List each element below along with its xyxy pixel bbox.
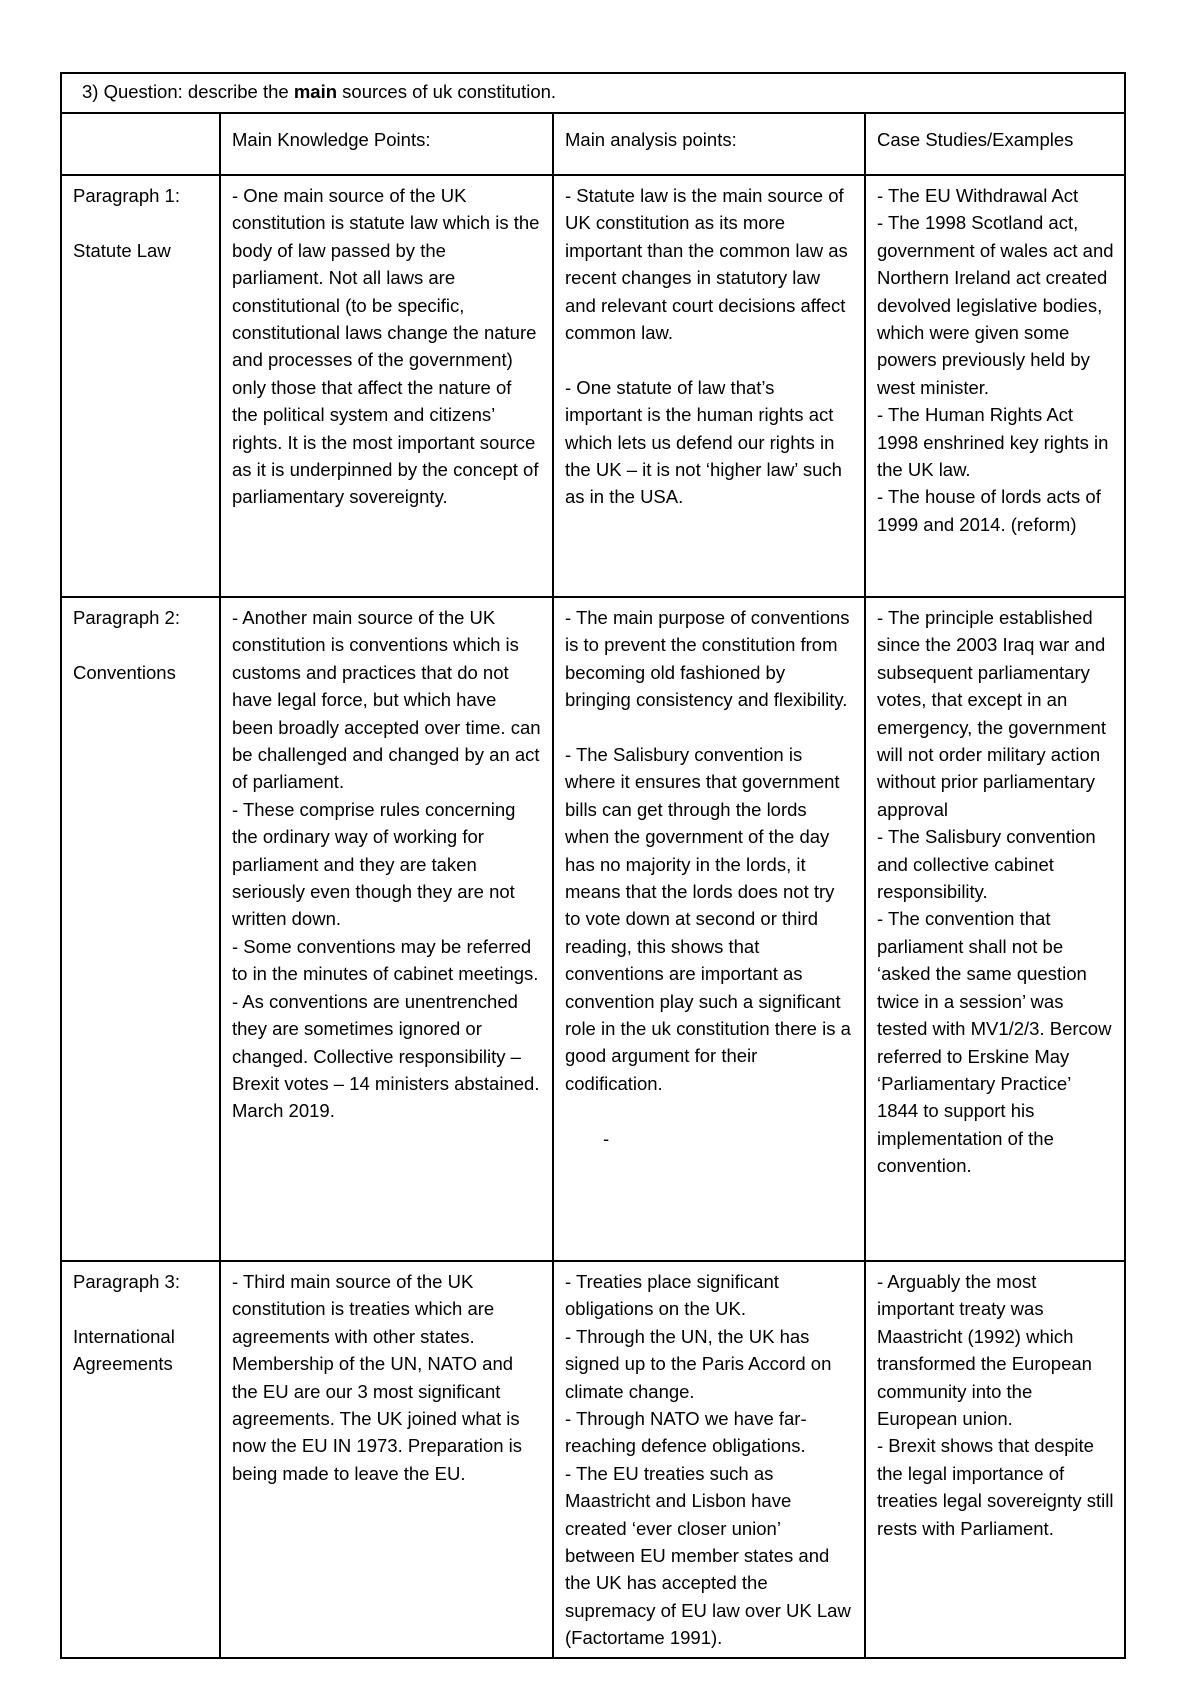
analysis-cell	[553, 1261, 865, 1658]
table-row	[61, 1261, 1125, 1658]
header-knowledge: Main Knowledge Points:	[220, 113, 553, 175]
table-row	[61, 175, 1125, 597]
example-item: - The convention that parliament shall not be ‘asked the same question twice in a session’ was tested with MV1/2/3. Bercow referred to Erskine May ‘Parliamentary Practice’ 1844 to support his implementation of the convention.	[877, 908, 1117, 1177]
examples-cell	[865, 597, 1125, 1261]
example-item: - The EU Withdrawal Act	[877, 185, 1079, 206]
analysis-point: - Statute law is the main source of UK constitution as its more important than the common law as recent changes in statutory law and relevant court decisions affect common law.	[565, 185, 853, 344]
paragraph-label: Paragraph 2:	[73, 607, 180, 628]
example-item: - Arguably the most important treaty was Maastricht (1992) which transformed the European community into the European union.	[877, 1271, 1098, 1430]
question-prefix: 3) Question: describe the	[82, 81, 294, 102]
header-examples: Case Studies/Examples	[865, 113, 1125, 175]
question-row	[61, 73, 1125, 113]
analysis-cell	[553, 175, 865, 597]
analysis-point: - Treaties place significant obligations on the UK.	[565, 1271, 785, 1320]
analysis-empty-bullet: -	[603, 1127, 610, 1149]
analysis-cell	[553, 597, 865, 1261]
header-analysis: Main analysis points:	[553, 113, 865, 175]
knowledge-text: - One main source of the UK constitution is statute law which is the body of law passed by the parliament. Not all laws are constitutional (to be specific, constitutional laws change the nature and processes of the government) only those that affect the nature of the political system and citizens’ rights. It is the most important source as it is underpinned by the concept of parliamentary sovereignty.	[232, 185, 545, 508]
example-item: - The 1998 Scotland act, government of wales act and Northern Ireland act created devolved legislative bodies, which were given some powers previously held by west minister.	[877, 212, 1119, 398]
table-row	[61, 597, 1125, 1261]
knowledge-cell	[220, 1261, 553, 1658]
header-empty	[61, 113, 220, 175]
analysis-point: - The Salisbury convention is where it ensures that government bills can get through the lords when the government of the day has no majority in the lords, it means that the lords does not try to vote down at second or third reading, this shows that conventions are important as convention play such a significant role in the uk constitution there is a good argument for their codification.	[565, 744, 857, 1094]
paragraph-label: Paragraph 3:	[73, 1271, 180, 1292]
knowledge-cell	[220, 597, 553, 1261]
example-item: - The principle established since the 2003 Iraq war and subsequent parliamentary votes, that except in an emergency, the government will not order military action without prior parliamentary approval	[877, 607, 1112, 820]
question-suffix: sources of uk constitution.	[337, 81, 557, 102]
knowledge-cell	[220, 175, 553, 597]
examples-cell	[865, 175, 1125, 597]
knowledge-point: - Another main source of the UK constitution is conventions which is customs and practices that do not have legal force, but which have been broadly accepted over time. can be challenged and changed by an act of parliament.	[232, 607, 546, 793]
example-item: - The Salisbury convention and collective cabinet responsibility.	[877, 826, 1101, 903]
example-item: - Brexit shows that despite the legal importance of treaties legal sovereignty still rests with Parliament.	[877, 1435, 1119, 1539]
paragraph-topic: Conventions	[73, 661, 176, 683]
document-sheet	[60, 72, 1124, 1659]
example-item: - The house of lords acts of 1999 and 2014. (reform)	[877, 486, 1106, 535]
paragraph-topic: Statute Law	[73, 239, 171, 261]
paragraph-topic: International Agreements	[73, 1325, 179, 1375]
analysis-point: - The main purpose of conventions is to prevent the constitution from becoming old fashioned by bringing consistency and flexibility.	[565, 607, 855, 711]
example-item: - The Human Rights Act 1998 enshrined key rights in the UK law.	[877, 404, 1114, 481]
question-bold-word: main	[293, 81, 338, 102]
row-label-cell	[61, 175, 220, 597]
analysis-point: - Through the UN, the UK has signed up to the Paris Accord on climate change.	[565, 1325, 837, 1402]
constitution-table	[60, 72, 1126, 1659]
analysis-point: - The EU treaties such as Maastricht and Lisbon have created ‘ever closer union’ between EU member states and the UK has accepted the supremacy of EU law over UK Law (Factortame 1991).	[565, 1462, 856, 1649]
knowledge-point: - As conventions are unentrenched they are sometimes ignored or changed. Collective responsibility – Brexit votes – 14 ministers abstained. March 2019.	[232, 990, 545, 1122]
knowledge-point: - Some conventions may be referred to in the minutes of cabinet meetings.	[232, 935, 539, 985]
knowledge-text: - Third main source of the UK constitution is treaties which are agreements with other states. Membership of the UN, NATO and the EU are our 3 most significant agreements. The UK joined what is now the EU IN 1973. Preparation is being made to leave the EU.	[232, 1271, 528, 1484]
question-cell	[61, 73, 1125, 113]
analysis-point: - Through NATO we have far-reaching defence obligations.	[565, 1408, 807, 1457]
knowledge-point: - These comprise rules concerning the ordinary way of working for parliament and they are taken seriously even though they are not written down.	[232, 798, 521, 930]
analysis-point: - One statute of law that’s important is the human rights act which lets us defend our rights in the UK – it is not ‘higher law’ such as in the USA.	[565, 376, 848, 508]
row-label-cell	[61, 597, 220, 1261]
examples-cell	[865, 1261, 1125, 1658]
paragraph-label: Paragraph 1:	[73, 185, 180, 206]
header-row	[61, 113, 1125, 175]
row-label-cell	[61, 1261, 220, 1658]
